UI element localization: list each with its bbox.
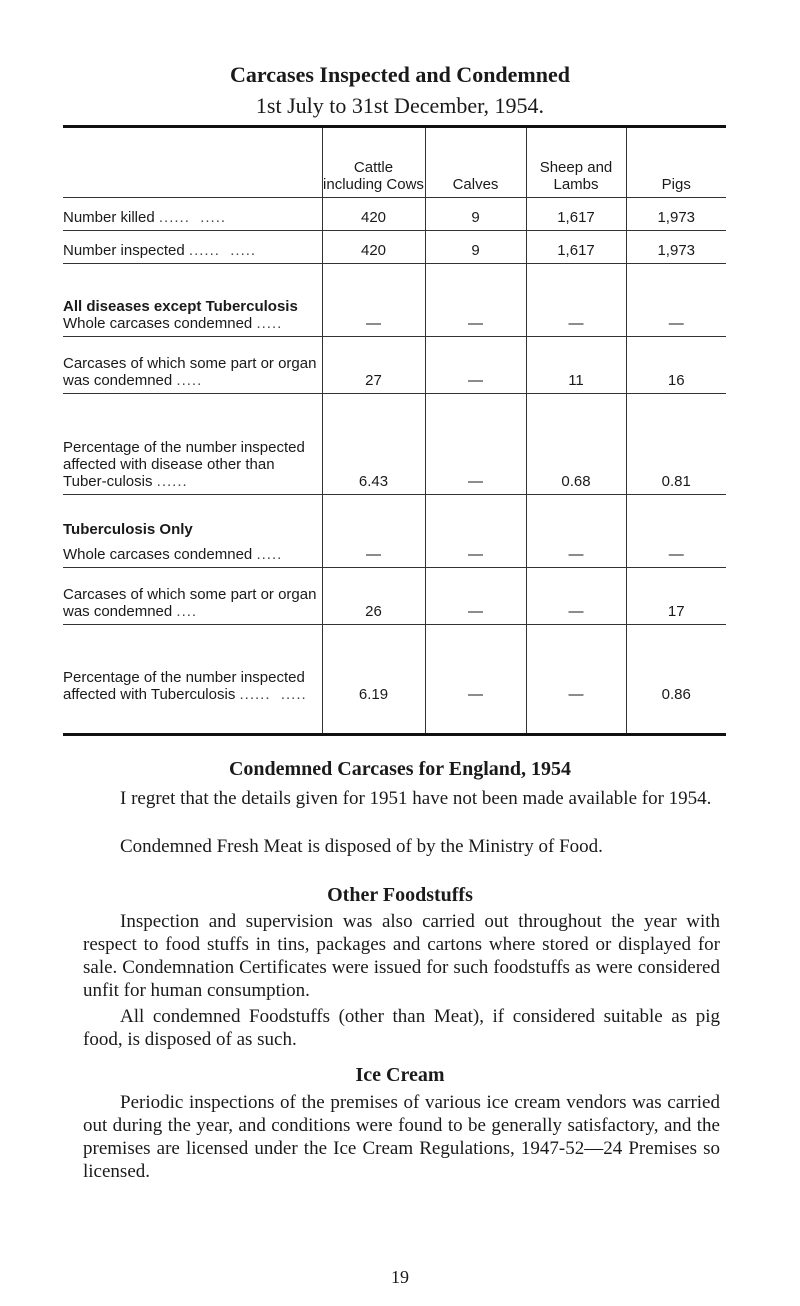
section-heading-ice-cream: Ice Cream bbox=[355, 1064, 445, 1086]
header-sheep: Sheep and Lambs bbox=[526, 127, 626, 198]
cell-sheep: — bbox=[526, 625, 626, 735]
table-row bbox=[63, 394, 726, 495]
cell-calves: — bbox=[425, 394, 526, 495]
table-row bbox=[63, 198, 726, 231]
cell-cattle: 26 bbox=[322, 568, 425, 625]
header-cattle: Cattle including Cows bbox=[322, 127, 425, 198]
header-blank bbox=[63, 127, 322, 198]
section-heading-condemned-england: Condemned Carcases for England, 1954 bbox=[228, 758, 572, 780]
cell-cattle: 420 bbox=[322, 231, 425, 264]
row-label: All diseases except Tuberculosis Whole carcases condemned ..... bbox=[63, 264, 322, 337]
cell-calves: — bbox=[425, 337, 526, 394]
row-label: Number killed ...... ..... bbox=[63, 198, 322, 231]
table-row bbox=[63, 337, 726, 394]
page-number: 19 bbox=[391, 1267, 409, 1287]
cell-calves: 9 bbox=[425, 198, 526, 231]
table-header-row bbox=[63, 127, 726, 198]
cell-calves: — bbox=[425, 625, 526, 735]
table-row bbox=[63, 264, 726, 337]
row-label: Number inspected ...... ..... bbox=[63, 231, 322, 264]
row-label: Percentage of the number inspected affected with Tuberculosis ...... ..... bbox=[63, 625, 322, 735]
cell-calves: — bbox=[425, 568, 526, 625]
cell-calves: — bbox=[425, 495, 526, 568]
cell-pigs: 0.86 bbox=[626, 625, 726, 735]
cell-pigs: — bbox=[626, 495, 726, 568]
paragraph: Periodic inspections of the premises of various ice cream vendors was carried out during the year, and conditions were found to be generally satisfactory, and the premises are licensed under the Ice Cream Regulations, 1947-52—24 Premises so licensed. bbox=[83, 1092, 720, 1182]
cell-pigs: — bbox=[626, 264, 726, 337]
row-label: Carcases of which some part or organ was condemned ..... bbox=[63, 337, 322, 394]
cell-sheep: — bbox=[526, 568, 626, 625]
table-row bbox=[63, 495, 726, 568]
cell-calves: — bbox=[425, 264, 526, 337]
cell-pigs: 17 bbox=[626, 568, 726, 625]
cell-cattle: — bbox=[322, 495, 425, 568]
cell-pigs: 1,973 bbox=[626, 231, 726, 264]
cell-sheep: — bbox=[526, 264, 626, 337]
cell-cattle: 420 bbox=[322, 198, 425, 231]
cell-pigs: 16 bbox=[626, 337, 726, 394]
cell-cattle: 6.19 bbox=[322, 625, 425, 735]
carcases-table bbox=[63, 125, 726, 736]
cell-pigs: 1,973 bbox=[626, 198, 726, 231]
table-row bbox=[63, 625, 726, 735]
paragraph: All condemned Foodstuffs (other than Meat), if considered suitable as pig food, is disposed of as such. bbox=[83, 1006, 720, 1050]
cell-cattle: 27 bbox=[322, 337, 425, 394]
cell-sheep: 1,617 bbox=[526, 198, 626, 231]
cell-cattle: 6.43 bbox=[322, 394, 425, 495]
section-heading-tuberculosis: Tuberculosis Only bbox=[63, 521, 193, 538]
cell-sheep: 11 bbox=[526, 337, 626, 394]
table-row bbox=[63, 231, 726, 264]
page-subtitle: 1st July to 31st December, 1954. bbox=[255, 93, 545, 118]
row-label: Tuberculosis Only Whole carcases condemned ..... bbox=[63, 495, 322, 568]
row-label: Percentage of the number inspected affected with disease other than Tuber-culosis ...... bbox=[63, 394, 322, 495]
header-pigs: Pigs bbox=[626, 127, 726, 198]
header-calves: Calves bbox=[425, 127, 526, 198]
row-label: Carcases of which some part or organ was condemned .... bbox=[63, 568, 322, 625]
cell-sheep: — bbox=[526, 495, 626, 568]
cell-calves: 9 bbox=[425, 231, 526, 264]
section-heading-all-diseases: All diseases except Tuberculosis bbox=[63, 298, 298, 315]
cell-sheep: 0.68 bbox=[526, 394, 626, 495]
paragraph: I regret that the details given for 1951 have not been made available for 1954. bbox=[120, 788, 712, 809]
paragraph: Condemned Fresh Meat is disposed of by the Ministry of Food. bbox=[120, 836, 603, 857]
paragraph: Inspection and supervision was also carried out throughout the year with respect to food stuffs in tins, packages and cartons where stored or displayed for sale. Condemnation Certificates were issued for such foodstuffs as were considered unfit for human consumption. bbox=[83, 911, 720, 1001]
cell-sheep: 1,617 bbox=[526, 231, 626, 264]
section-heading-other-foodstuffs: Other Foodstuffs bbox=[327, 884, 473, 906]
cell-cattle: — bbox=[322, 264, 425, 337]
table-row bbox=[63, 568, 726, 625]
page-title: Carcases Inspected and Condemned bbox=[229, 62, 570, 87]
cell-pigs: 0.81 bbox=[626, 394, 726, 495]
